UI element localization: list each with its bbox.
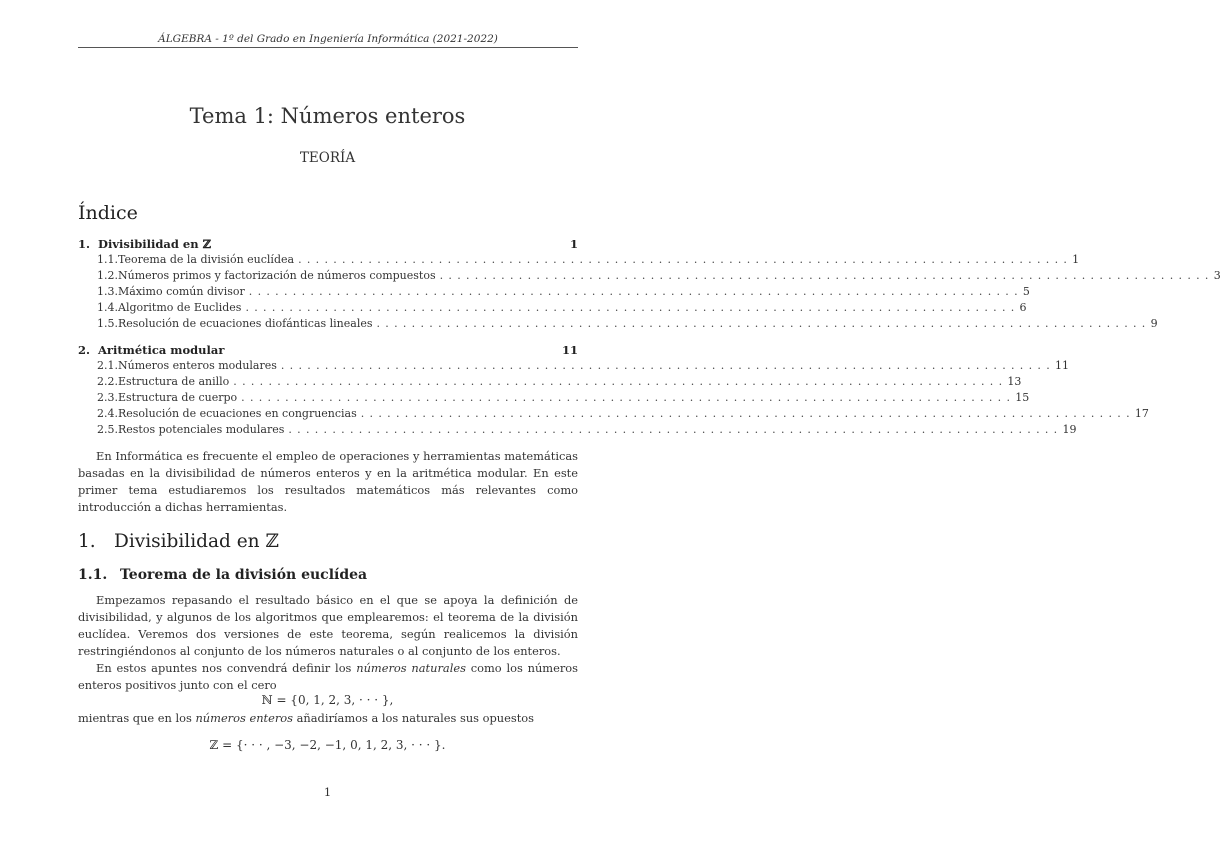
toc-item-title: Teorema de la división euclídea — [118, 253, 295, 266]
body-paragraph-3: mientras que en los números enteros añadiríamos a los naturales sus opuestos — [78, 711, 534, 725]
toc-section-page: 1 — [569, 237, 578, 251]
emphasis-term: números naturales — [356, 661, 466, 675]
toc-section-title: Divisibilidad en ℤ — [98, 237, 211, 251]
toc-item-1-3[interactable] — [97, 285, 1030, 298]
toc-item-title: Máximo común divisor — [118, 285, 245, 298]
toc-item-number: 1.2. — [97, 269, 118, 282]
toc-section-2[interactable] — [78, 343, 578, 357]
toc-item-number: 2.4. — [97, 407, 118, 420]
toc-leader-dots: ........................................................................................ — [241, 391, 1016, 404]
toc-item-page: 15 — [1015, 391, 1030, 404]
toc-item-number: 2.2. — [97, 375, 118, 388]
intro-paragraph: En Informática es frecuente el empleo de operaciones y herramientas matemáticas basadas en la divisibilidad de números enteros y en la aritmética modular. En este primer tema estudiaremos los resultados matemáticos más relevantes como introducción a dichas herramientas. — [78, 449, 578, 514]
toc-item-number: 2.5. — [97, 423, 118, 436]
toc-item-1-5[interactable] — [97, 317, 1158, 330]
toc-item-page: 5 — [1022, 285, 1030, 298]
toc-leader-dots: ........................................................................................ — [439, 269, 1214, 282]
toc-item-title: Estructura de anillo — [118, 375, 230, 388]
toc-leader-dots: ........................................................................................ — [376, 317, 1151, 330]
page-number: 1 — [323, 785, 332, 799]
subsection-title: Teorema de la división euclídea — [120, 567, 368, 583]
toc-item-number: 2.1. — [97, 359, 118, 372]
toc-item-page: 9 — [1150, 317, 1158, 330]
toc-leader-dots: ........................................................................................ — [233, 375, 1008, 388]
section-heading — [78, 531, 279, 552]
toc-leader-dots: ........................................................................................ — [288, 423, 1063, 436]
toc-item-title: Estructura de cuerpo — [118, 391, 238, 404]
toc-item-page: 1 — [1072, 253, 1080, 266]
toc-item-title: Números primos y factorización de números compuestos — [118, 269, 436, 282]
header-rule — [78, 47, 578, 48]
toc-item-page: 11 — [1055, 359, 1069, 372]
math-naturals: ℕ = {0, 1, 2, 3, · · · }, — [261, 693, 394, 707]
document-title: Tema 1: Números enteros — [189, 104, 466, 128]
toc-item-2-3[interactable] — [97, 391, 1030, 404]
toc-item-number: 1.3. — [97, 285, 118, 298]
toc-item-number: 1.1. — [97, 253, 118, 266]
toc-heading: Índice — [78, 202, 138, 224]
running-header: ÁLGEBRA - 1º del Grado en Ingeniería Informática (2021-2022) — [158, 33, 498, 45]
toc-leader-dots: ........................................................................................ — [360, 407, 1135, 420]
toc-item-number: 1.5. — [97, 317, 118, 330]
toc-item-2-5[interactable] — [97, 423, 1077, 436]
toc-leader-dots: ........................................................................................ — [248, 285, 1023, 298]
toc-item-page: 17 — [1134, 407, 1149, 420]
toc-item-title: Restos potenciales modulares — [118, 423, 285, 436]
body-paragraph-1: Empezamos repasando el resultado básico en el que se apoya la definición de divisibilidad, y algunos de los algoritmos que emplearemos: el teorema de la división euclídea. Veremos dos versiones de este teorema, según realicemos la división restringiéndonos al conjunto de los números naturales o al conjunto de los enteros. — [78, 593, 578, 658]
toc-item-number: 2.3. — [97, 391, 118, 404]
subsection-heading — [78, 567, 367, 583]
toc-item-title: Resolución de ecuaciones en congruencias — [118, 407, 357, 420]
toc-item-1-2[interactable] — [97, 269, 1221, 282]
toc-item-title: Resolución de ecuaciones diofánticas lineales — [118, 317, 373, 330]
document-subtitle: TEORÍA — [299, 150, 356, 166]
toc-leader-dots: ........................................................................................ — [298, 253, 1073, 266]
toc-leader-dots: ........................................................................................ — [280, 359, 1055, 372]
toc-item-2-1[interactable] — [97, 359, 1069, 372]
section-title: Divisibilidad en ℤ — [114, 531, 279, 552]
body-paragraph-2: En estos apuntes nos convendrá definir los números naturales como los números enteros positivos junto con el cero — [78, 661, 579, 692]
subsection-number: 1.1. — [78, 567, 108, 583]
toc-section-number: 2. — [78, 343, 91, 357]
toc-leader-dots: ........................................................................................ — [245, 301, 1020, 314]
toc-item-2-2[interactable] — [97, 375, 1022, 388]
toc-item-number: 1.4. — [97, 301, 118, 314]
toc-item-page: 6 — [1019, 301, 1027, 314]
toc-section-title: Aritmética modular — [98, 343, 225, 357]
toc-item-1-4[interactable] — [97, 301, 1027, 314]
section-number: 1. — [78, 531, 96, 552]
math-integers: ℤ = {· · · , −3, −2, −1, 0, 1, 2, 3, · · · }. — [209, 738, 446, 752]
toc-item-page: 13 — [1007, 375, 1022, 388]
toc-item-2-4[interactable] — [97, 407, 1149, 420]
toc-item-page: 19 — [1062, 423, 1077, 436]
toc-item-title: Algoritmo de Euclides — [118, 301, 242, 314]
toc-item-page: 3 — [1213, 269, 1221, 282]
toc-section-page: 11 — [561, 343, 578, 357]
emphasis-term: números enteros — [195, 711, 293, 725]
toc-section-1[interactable] — [78, 237, 578, 251]
toc-item-1-1[interactable] — [97, 253, 1080, 266]
toc-section-number: 1. — [78, 237, 91, 251]
toc-item-title: Números enteros modulares — [118, 359, 277, 372]
